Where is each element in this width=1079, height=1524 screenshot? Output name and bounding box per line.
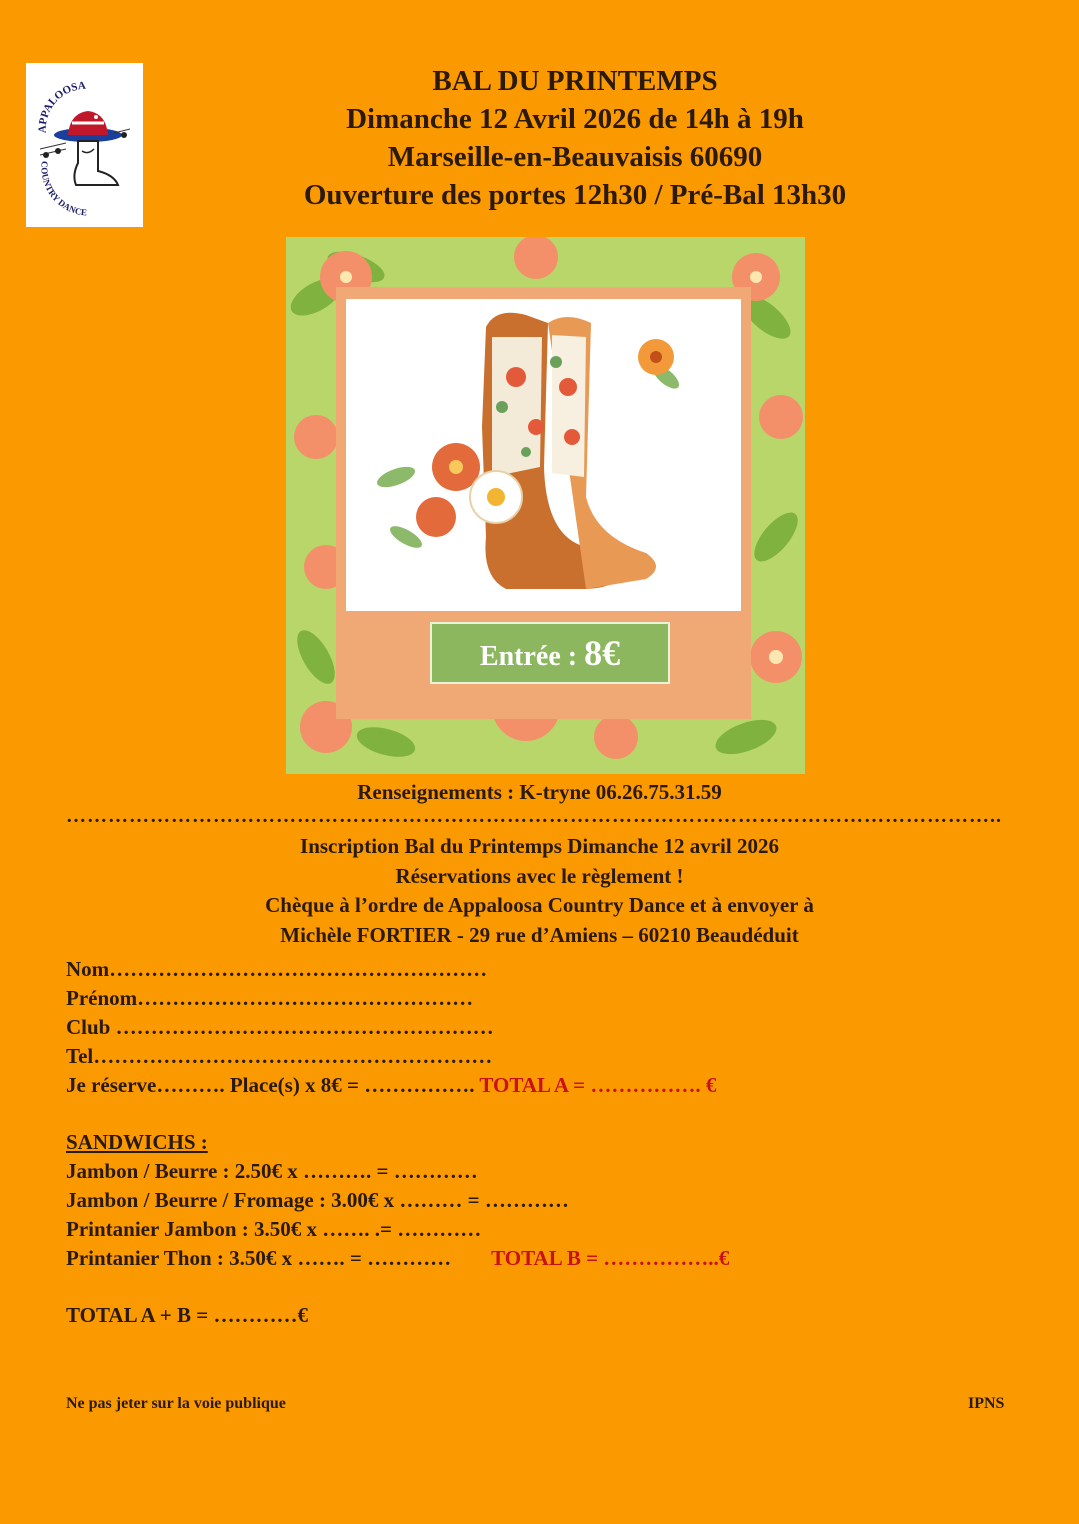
event-title: BAL DU PRINTEMPS — [432, 65, 718, 97]
logo-top-text: APPALOOSA — [36, 79, 87, 134]
form-prenom: Prénom………………………………………… — [66, 986, 474, 1010]
event-doors: Ouverture des portes 12h30 / Pré-Bal 13h30 — [303, 179, 847, 211]
sandwich-item: Printanier Jambon : 3.50€ x ……. .= ………… — [66, 1217, 482, 1241]
form-nom: Nom……………………………………………… — [66, 957, 488, 981]
inscription-reservation: Réservations avec le règlement ! — [395, 863, 684, 888]
dotted-separator: …………………………………………………………………………………………………………………….. — [66, 805, 1002, 827]
entry-price-badge — [430, 622, 670, 684]
sandwich-item-row — [66, 1244, 729, 1273]
inscription-title: Inscription Bal du Printemps Dimanche 12 avril 2026 — [300, 834, 779, 858]
registration-form — [66, 955, 729, 1330]
footer-note: Ne pas jeter sur la voie publique — [66, 1395, 286, 1412]
event-header — [250, 62, 900, 214]
event-date: Dimanche 12 Avril 2026 de 14h à 19h — [346, 103, 804, 135]
footer-ipns: IPNS — [968, 1395, 1005, 1412]
inscription-cheque: Chèque à l’ordre de Appaloosa Country Dance et à envoyer à — [265, 893, 814, 917]
inscription-block — [0, 832, 1079, 950]
entry-price-label: Entrée : — [479, 641, 585, 672]
form-reserve: Je réserve………. Place(s) x 8€ = ……………. — [66, 1073, 480, 1097]
logo-bottom-text: COUNTRY DANCE — [39, 160, 88, 218]
club-logo — [26, 63, 143, 227]
form-tel: Tel………………………………………………… — [66, 1044, 493, 1068]
form-total-ab: TOTAL A + B = …………€ — [66, 1303, 308, 1327]
form-total-b: TOTAL B = ……………..€ — [491, 1246, 730, 1270]
inscription-address: Michèle FORTIER - 29 rue d’Amiens – 60210 Beaudéduit — [280, 922, 799, 947]
cowboy-hat-boot-icon — [26, 63, 143, 227]
cowboy-boots-floral-image — [286, 237, 805, 774]
event-place: Marseille-en-Beauvaisis 60690 — [387, 141, 763, 173]
form-total-a: TOTAL A = ……………. € — [479, 1073, 717, 1097]
sandwich-item: Jambon / Beurre / Fromage : 3.00€ x ……… = ………… — [66, 1188, 569, 1212]
boots-flowers-icon — [286, 237, 805, 774]
sandwich-item: Jambon / Beurre : 2.50€ x ………. = ………… — [66, 1159, 478, 1183]
sandwichs-heading: SANDWICHS : — [66, 1130, 208, 1154]
contact-info: Renseignements : K-tryne 06.26.75.31.59 — [357, 780, 722, 804]
form-club: Club ……………………………………………… — [66, 1015, 494, 1039]
sandwich-item: Printanier Thon : 3.50€ x ……. = ………… — [66, 1246, 452, 1270]
entry-price-amount: 8€ — [584, 633, 621, 673]
form-reserve-row — [66, 1071, 729, 1100]
